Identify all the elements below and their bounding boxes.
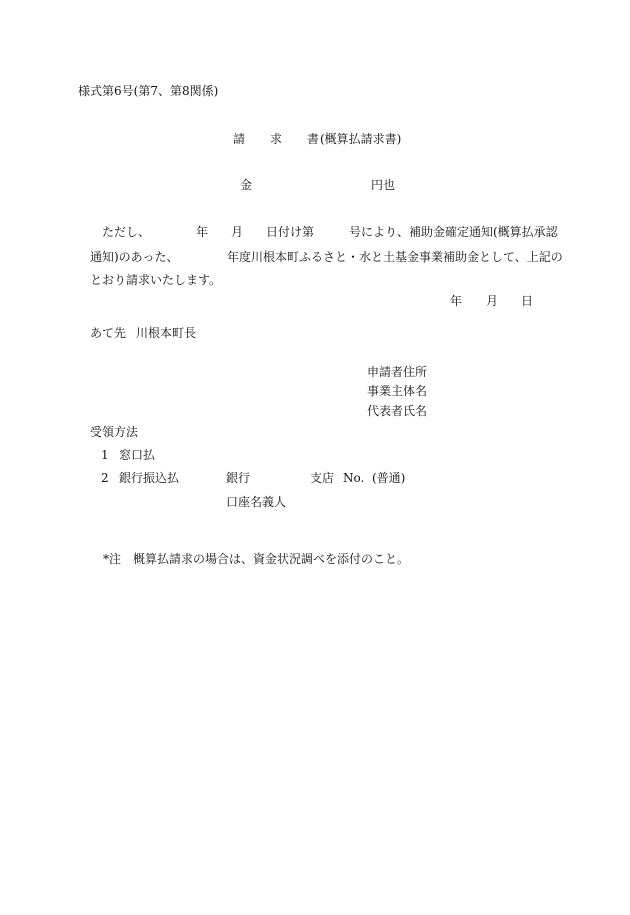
amount-suffix: 円也	[371, 178, 396, 192]
note-text: *注 概算払請求の場合は、資金状況調べを添付のこと。	[103, 552, 410, 566]
date-day: 日	[521, 294, 534, 308]
receipt-branch-label: 支店	[310, 471, 335, 485]
receipt-account-type: (普通)	[372, 471, 406, 485]
body-month: 月	[231, 225, 244, 239]
receipt-option2-label: 銀行振込払	[119, 471, 180, 485]
title-char-3: 書	[307, 132, 320, 146]
body-tadashi: ただし、	[102, 225, 151, 239]
addressee-name: 川根本町長	[136, 326, 197, 340]
body-date-number: 日付け第	[266, 225, 315, 239]
title-subtitle: (概算払請求書)	[320, 132, 402, 146]
date-year: 年	[450, 294, 463, 308]
receipt-bank-label: 銀行	[226, 471, 251, 485]
receipt-option1-number: 1	[101, 448, 109, 462]
receipt-option1-label: 窓口払	[119, 448, 156, 462]
applicant-representative-label: 代表者氏名	[367, 404, 428, 418]
body-line2-head: 通知)のあった、	[90, 250, 179, 264]
body-year: 年	[196, 225, 209, 239]
form-number: 様式第6号(第7、第8関係)	[78, 84, 219, 98]
date-month: 月	[486, 294, 499, 308]
body-line2-tail: 年度川根本町ふるさと・水と土基金事業補助金として、上記の	[227, 250, 563, 264]
title-char-1: 請	[233, 132, 246, 146]
receipt-number-label: No.	[343, 471, 365, 485]
receipt-heading: 受領方法	[90, 425, 139, 439]
amount-prefix: 金	[240, 178, 253, 192]
receipt-account-holder-label: 口座名義人	[226, 495, 287, 509]
receipt-option2-number: 2	[101, 471, 109, 485]
applicant-entity-label: 事業主体名	[367, 384, 428, 398]
applicant-address-label: 申請者住所	[367, 365, 428, 379]
body-line3: とおり請求いたします。	[90, 273, 222, 287]
addressee-label: あて先	[90, 326, 127, 340]
body-line1-tail: 号により、補助金確定通知(概算払承認	[349, 225, 558, 239]
title-char-2: 求	[270, 132, 283, 146]
